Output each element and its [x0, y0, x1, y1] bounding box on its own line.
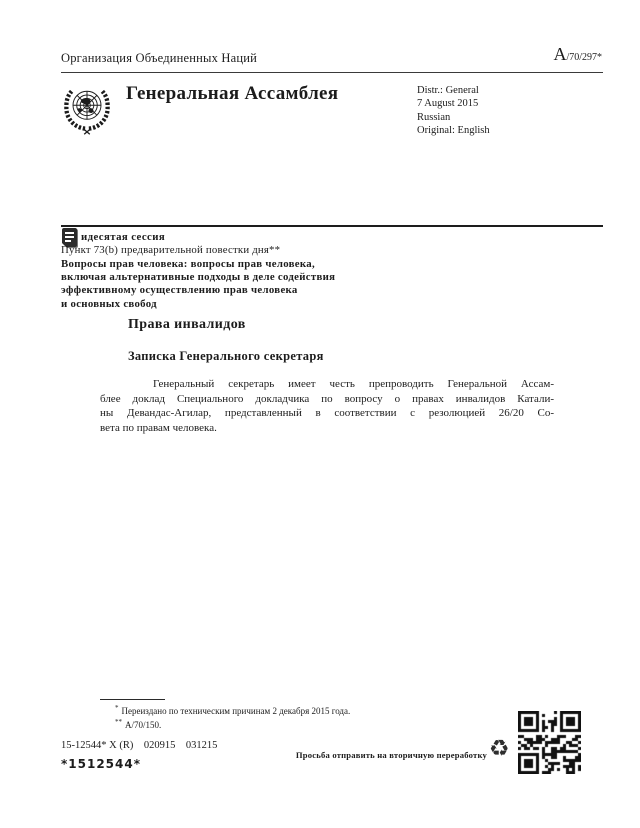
document-symbol [553, 44, 602, 65]
language-line: Russian [417, 111, 451, 123]
print-code: 15-12544* X (R) 020915 031215 [61, 740, 218, 751]
agenda-item: Пункт 73(b) предварительной повестки дня** [61, 244, 281, 256]
distribution-line: Distr.: General [417, 85, 479, 96]
barcode-text: *1512544* [61, 757, 141, 771]
agenda-topic-line: и основных свобод [61, 297, 157, 310]
footnote-rule [100, 699, 165, 700]
date-line: 7 August 2015 [417, 98, 479, 110]
agenda-topic-line: эффективному осуществлению прав человека [61, 284, 298, 297]
footnotes [100, 703, 350, 732]
footnote-marker: * [115, 704, 119, 712]
footnote [100, 703, 350, 717]
original-language-line: Original: English [417, 125, 490, 137]
document-title: Права инвалидов [128, 317, 246, 332]
qr-code [518, 711, 581, 774]
paragraph-line: ны Девандас-Агилар, представленный в соответствии с резолюцией 26/20 Со- [100, 407, 554, 420]
recycle-note: Просьба отправить на вторичную переработку [295, 750, 487, 760]
footnote-marker: ** [115, 718, 122, 727]
session-rule [61, 225, 603, 227]
footnote [100, 717, 350, 731]
agenda-topic [61, 258, 335, 311]
footnote-text: A/70/150. [125, 720, 162, 731]
un-emblem-icon [59, 79, 115, 139]
recycle-icon: ♻ [489, 736, 510, 762]
paragraph-line: вета по правам человека. [100, 421, 217, 434]
paragraph-line: блее доклад Специального докладчика по вопросу о правах инвалидов Катали- [100, 392, 554, 405]
agenda-topic-line: включая альтернативные подходы в деле содействия [61, 271, 336, 284]
session-title: идесятая сессия [81, 231, 166, 243]
agenda-topic-line: Вопросы прав человека: вопросы прав человека, [61, 258, 315, 270]
document-symbol-number: /70/297* [566, 52, 602, 63]
organization-name: Организация Объединенных Наций [61, 51, 258, 65]
note-paragraph [100, 377, 554, 435]
document-subtitle: Записка Генерального секретаря [128, 349, 324, 363]
document-symbol-letter: A [553, 44, 567, 64]
footnote-text: Переиздано по техническим причинам 2 декабря 2015 года. [121, 706, 351, 716]
header-rule [61, 72, 603, 73]
distribution-block [417, 84, 490, 138]
paragraph-line: Генеральный секретарь имеет честь препроводить Генеральной Ассам- [153, 378, 554, 390]
assembly-title: Генеральная Ассамблея [126, 83, 339, 104]
